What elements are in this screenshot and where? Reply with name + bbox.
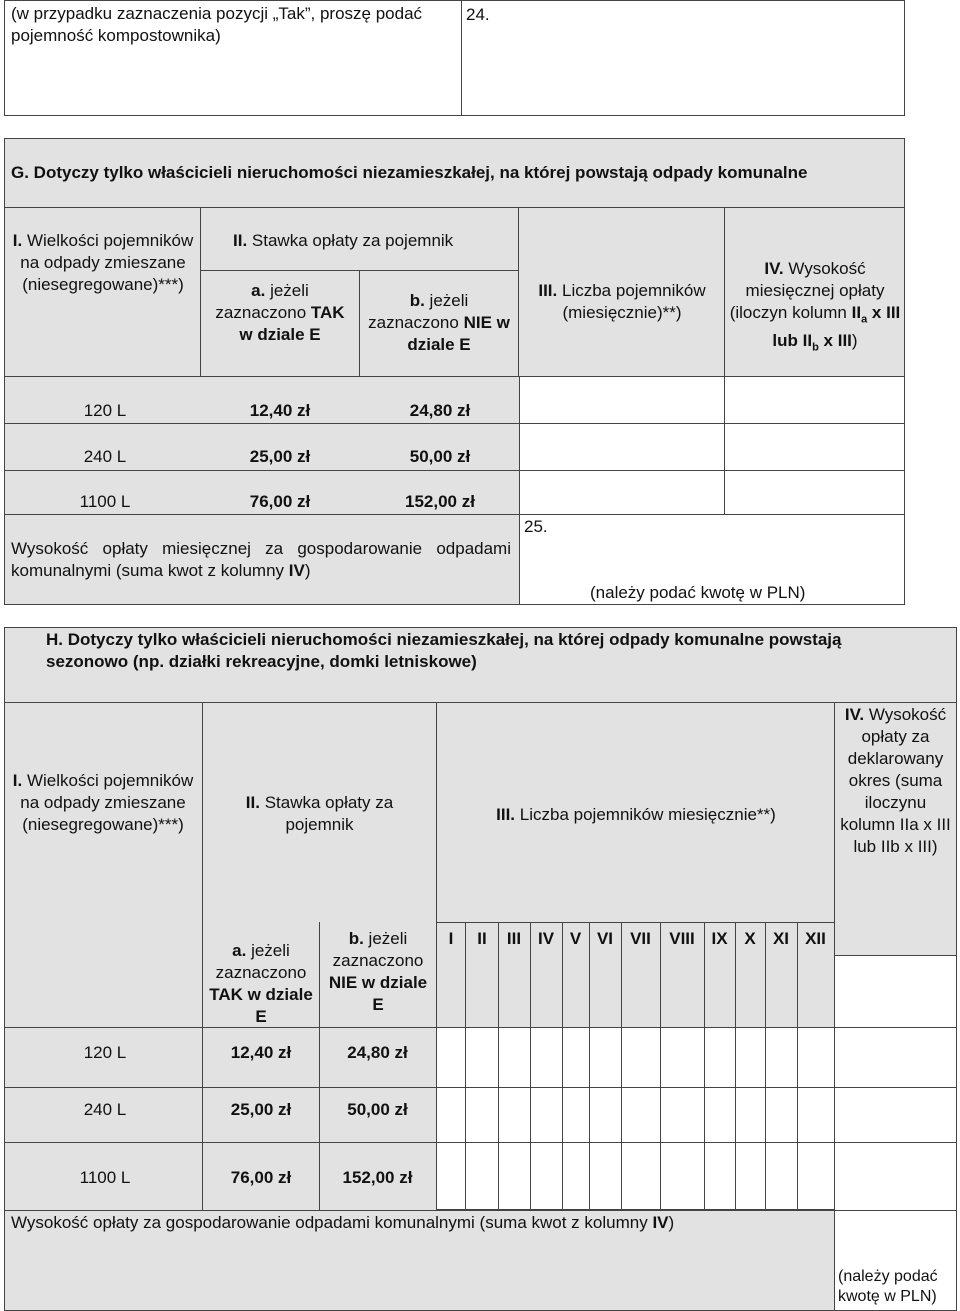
- g-cell-fee-240[interactable]: [724, 423, 905, 471]
- month-label: VIII: [669, 929, 695, 948]
- g-row-rate-a: 76,00 zł: [249, 492, 311, 511]
- h-fee-cells[interactable]: [834, 955, 957, 1211]
- section-g-title: G. Dotyczy tylko właścicieli nieruchomości niezamieszkałej, na której powstają odpady komunalne: [11, 163, 808, 182]
- h-row-rate-a: 76,00 zł: [230, 1168, 292, 1187]
- h-row-rate-b: 152,00 zł: [342, 1168, 413, 1187]
- h-col2a-header: a. jeżeli zaznaczono TAK w dziale E: [209, 941, 313, 1026]
- g-col3-header: III. Liczba pojemników (miesięcznie)**): [538, 281, 706, 322]
- month-label: II: [477, 929, 487, 948]
- g-cell-fee-120[interactable]: [724, 376, 905, 424]
- h-row-rate-a: 12,40 zł: [230, 1043, 292, 1062]
- g-total-label: Wysokość opłaty miesięcznej za gospodarowanie odpadami komunalnymi (suma kwot z kolumny IV): [11, 539, 511, 580]
- h-col4-header: IV. Wysokość opłaty za deklarowany okres (suma iloczynu kolumn IIa x III lub IIb x III): [840, 705, 951, 856]
- compost-capacity-field[interactable]: [461, 0, 905, 116]
- g-cell-count-240[interactable]: [519, 423, 725, 471]
- g-col2b-header: b. jeżeli zaznaczono NIE w dziale E: [368, 291, 510, 354]
- g-row-size: 120 L: [83, 401, 127, 420]
- month-label: X: [744, 929, 756, 948]
- month-label: IX: [711, 929, 728, 948]
- month-label: V: [569, 929, 582, 948]
- h-count-grid-120[interactable]: [436, 1027, 835, 1088]
- g-col4-header: IV. Wysokość miesięcznej opłaty (iloczyn kolumn $II_a$ x III lub $II_b$ x III): [729, 259, 901, 354]
- g-pln-note: (należy podać kwotę w PLN): [590, 583, 806, 602]
- g-row-rate-a: 25,00 zł: [249, 447, 311, 466]
- field-number-24: 24.: [466, 5, 490, 24]
- h-count-grid-1100[interactable]: [436, 1142, 835, 1210]
- month-label: I: [448, 929, 454, 948]
- field-number-25: 25.: [524, 517, 548, 536]
- g-col1-header: I. Wielkości pojemników na odpady zmieszane (niesegregowane)***): [12, 231, 194, 294]
- g-cell-count-120[interactable]: [519, 376, 725, 424]
- g-row-rate-b: 50,00 zł: [409, 447, 471, 466]
- h-total-label: Wysokość opłaty za gospodarowanie odpadami komunalnymi (suma kwot z kolumny IV): [11, 1213, 675, 1232]
- month-label: XI: [772, 929, 790, 948]
- g-col2-header: II. Stawka opłaty za pojemnik: [233, 231, 454, 250]
- g-row-rate-b: 152,00 zł: [405, 492, 475, 511]
- h-col2-header: II. Stawka opłaty za pojemnik: [245, 793, 394, 834]
- h-col1-header: I. Wielkości pojemników na odpady zmieszane (niesegregowane)***): [12, 771, 194, 834]
- month-label: XII: [805, 929, 826, 948]
- h-col3-header: III. Liczba pojemników miesięcznie**): [496, 805, 776, 824]
- h-col2b-header: b. jeżeli zaznaczono NIE w dziale E: [328, 929, 428, 1014]
- h-row-size: 240 L: [83, 1100, 127, 1119]
- h-row-size: 120 L: [83, 1043, 127, 1062]
- g-row-size: 240 L: [83, 447, 127, 466]
- month-label: III: [506, 929, 522, 948]
- g-col2a-header: a. jeżeli zaznaczono TAK w dziale E: [215, 281, 345, 344]
- month-label: VI: [596, 929, 614, 948]
- section-h-title: H. Dotyczy tylko właścicieli nieruchomości niezamieszkałej, na której odpady komunalne powstają sezonowo (np. działki rekreacyjne, domki letniskowe): [46, 630, 842, 671]
- g-row-rate-a: 12,40 zł: [249, 401, 311, 420]
- h-row-rate-b: 50,00 zł: [347, 1100, 408, 1119]
- g-row-rate-b: 24,80 zł: [409, 401, 471, 420]
- h-count-grid-240[interactable]: [436, 1087, 835, 1143]
- h-row-rate-b: 24,80 zł: [347, 1043, 408, 1062]
- compost-question-label: (w przypadku zaznaczenia pozycji „Tak”, proszę podać pojemność kompostownika): [11, 4, 423, 45]
- g-row-size: 1100 L: [79, 492, 131, 511]
- g-cell-fee-1100[interactable]: [724, 470, 905, 515]
- h-row-rate-a: 25,00 zł: [230, 1100, 292, 1119]
- g-cell-count-1100[interactable]: [519, 470, 725, 515]
- h-pln-note: (należy podać kwotę w PLN): [838, 1268, 938, 1305]
- month-label: IV: [537, 929, 555, 948]
- h-row-size: 1100 L: [79, 1168, 131, 1187]
- month-label: VII: [630, 929, 651, 948]
